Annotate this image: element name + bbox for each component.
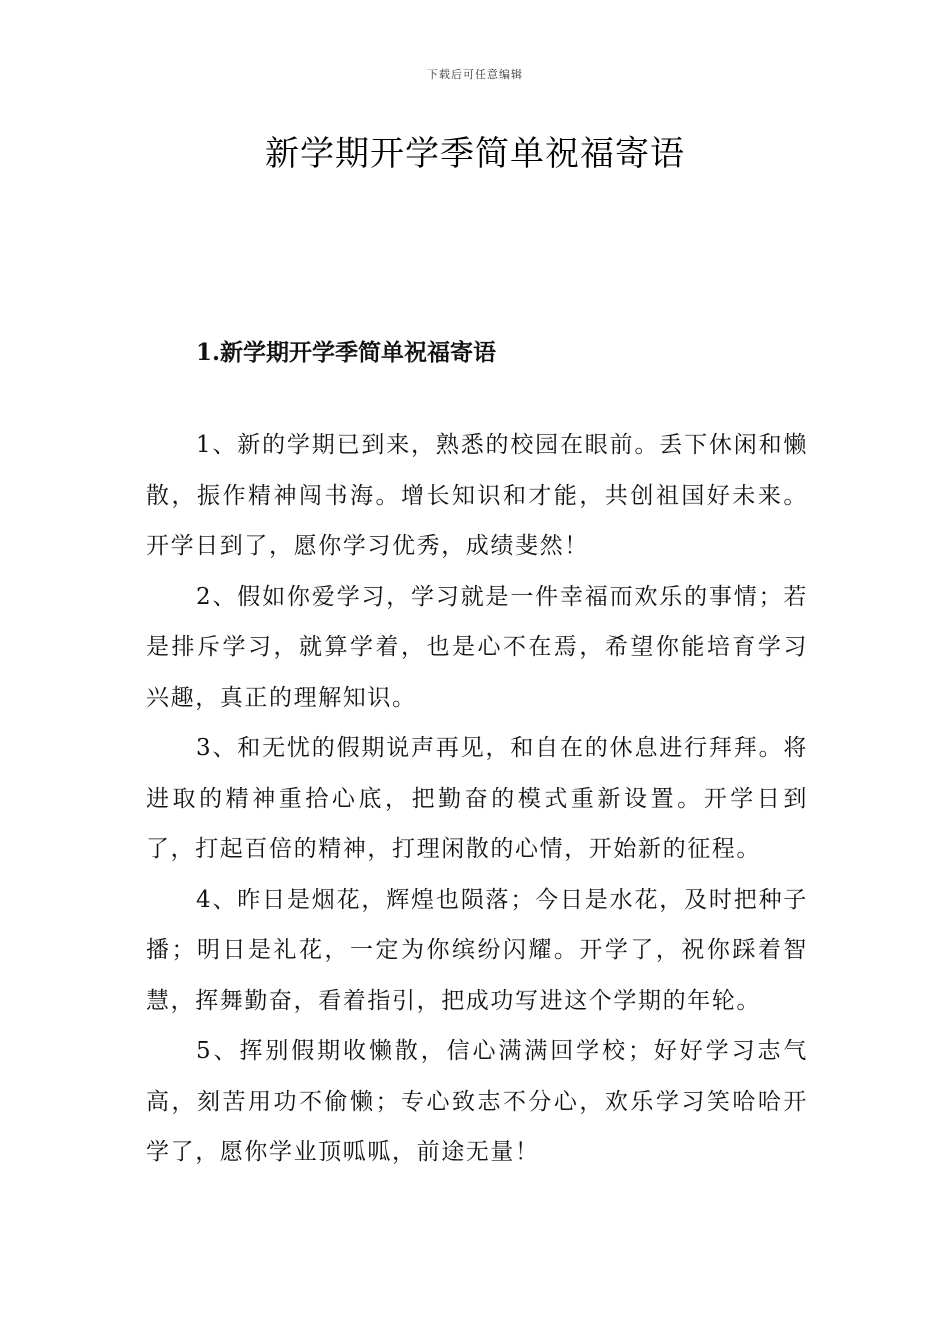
- paragraph-3: 3、和无忧的假期说声再见，和自在的休息进行拜拜。将进取的精神重拾心底，把勤奋的模式重新设置。开学日到了，打起百倍的精神，打理闲散的心情，开始新的征程。: [146, 735, 808, 862]
- paragraph-2: 2、假如你爱学习，学习就是一件幸福而欢乐的事情；若是排斥学习，就算学着，也是心不在焉，希望你能培育学习兴趣，真正的理解知识。: [146, 583, 808, 711]
- paragraph-1: 1、新的学期已到来，熟悉的校园在眼前。丢下休闲和懒散，振作精神闯书海。增长知识和才能，共创祖国好未来。开学日到了，愿你学习优秀，成绩斐然！: [146, 432, 808, 559]
- header-note: 下载后可任意编辑: [427, 68, 523, 81]
- section-heading: 1.新学期开学季简单祝福寄语: [196, 339, 497, 366]
- paragraph-5: 5、挥别假期收懒散，信心满满回学校；好好学习志气高，刻苦用功不偷懒；专心致志不分心，欢乐学习笑哈哈开学了，愿你学业顶呱呱，前途无量！: [146, 1038, 808, 1165]
- paragraph-4: 4、昨日是烟花，辉煌也陨落；今日是水花，及时把种子播；明日是礼花，一定为你缤纷闪耀。开学了，祝你踩着智慧，挥舞勤奋，看着指引，把成功写进这个学期的年轮。: [146, 886, 808, 1014]
- document-body: [146, 420, 808, 1178]
- document-title: 新学期开学季简单祝福寄语: [265, 134, 685, 174]
